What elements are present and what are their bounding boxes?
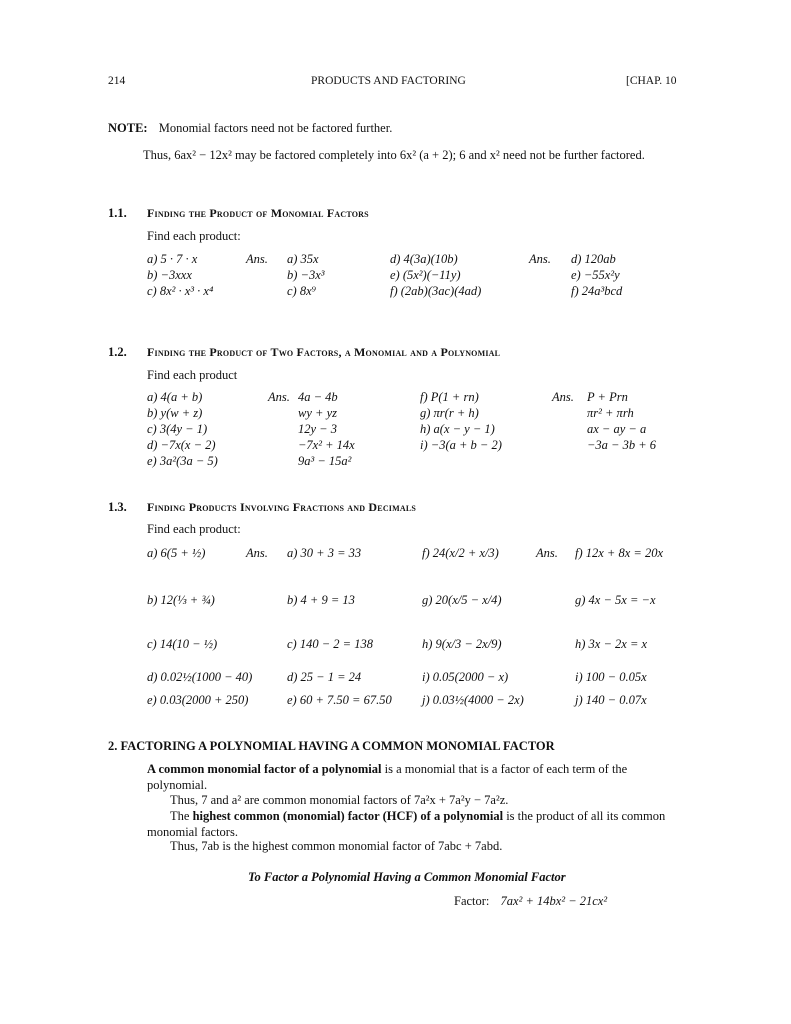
- answer: a) 35x: [287, 252, 319, 266]
- problem: c) 3(4y − 1): [147, 422, 208, 436]
- answer: h) 3x − 2x = x: [575, 637, 648, 651]
- definition-text: is a monomial that is a factor of each term of the polynomial.: [147, 762, 628, 792]
- chapter-label: [CHAP. 10: [626, 75, 677, 87]
- answer: b) −3x³: [287, 268, 325, 282]
- answer: e) −55x²y: [571, 268, 620, 282]
- problem: d) 0.02½(1000 − 40): [147, 670, 253, 684]
- problem: f) (2ab)(3ac)(4ad): [390, 284, 482, 298]
- factor-expression: 7ax² + 14bx² − 21cx²: [500, 894, 608, 908]
- answer: d) 120ab: [571, 252, 616, 266]
- problem: e) (5x²)(−11y): [390, 268, 461, 282]
- answer: j) 140 − 0.07x: [575, 693, 647, 707]
- answer: g) 4x − 5x = −x: [575, 593, 656, 607]
- section-heading: 2. FACTORING A POLYNOMIAL HAVING A COMMON MONOMIAL FACTOR: [108, 739, 555, 753]
- section-number: 1.1.: [108, 206, 127, 220]
- hcf-prefix: The: [170, 809, 190, 823]
- example-2: Thus, 7ab is the highest common monomial factor of 7abc + 7abd.: [170, 839, 503, 853]
- section-instruction: Find each product:: [147, 522, 241, 536]
- section-instruction: Find each product:: [147, 229, 241, 243]
- problem: b) −3xxx: [147, 268, 192, 282]
- procedure-title: To Factor a Polynomial Having a Common Monomial Factor: [248, 870, 566, 884]
- answer: c) 8x⁹: [287, 284, 316, 298]
- problem: f) P(1 + rn): [420, 390, 479, 404]
- definition-term: A common monomial factor of a polynomial: [147, 762, 382, 776]
- note: [108, 121, 392, 136]
- section-number: 1.2.: [108, 345, 127, 359]
- note-example: Thus, 6ax² − 12x² may be factored completely into 6x² (a + 2); 6 and x² need not be further factored.: [143, 148, 645, 162]
- hcf-term: highest common (monomial) factor (HCF) of a polynomial: [192, 809, 504, 823]
- ans-label: Ans.: [552, 390, 574, 404]
- ans-label: Ans.: [529, 252, 551, 266]
- problem: h) a(x − y − 1): [420, 422, 495, 436]
- answer: ax − ay − a: [587, 422, 647, 436]
- answer: πr² + πrh: [587, 406, 634, 420]
- ans-label: Ans.: [536, 546, 558, 560]
- problem: h) 9(x/3 − 2x/9): [422, 637, 502, 651]
- problem: g) 20(x/5 − x/4): [422, 593, 502, 607]
- answer: b) 4 + 9 = 13: [287, 593, 355, 607]
- note-label: NOTE:: [108, 121, 148, 135]
- answer: −3a − 3b + 6: [587, 438, 657, 452]
- answer: 4a − 4b: [298, 390, 338, 404]
- problem: c) 8x² · x³ · x⁴: [147, 284, 214, 298]
- example-1: Thus, 7 and a² are common monomial factors of 7a²x + 7a²y − 7a²z.: [170, 793, 509, 807]
- answer: −7x² + 14x: [298, 438, 355, 452]
- answer: f) 12x + 8x = 20x: [575, 546, 664, 560]
- problem: a) 5 · 7 · x: [147, 252, 198, 266]
- hcf-paragraph: [147, 808, 667, 840]
- problem: i) −3(a + b − 2): [420, 438, 502, 452]
- section-number: 1.3.: [108, 500, 127, 514]
- problem: f) 24(x/2 + x/3): [422, 546, 499, 560]
- definition-paragraph: [147, 761, 667, 793]
- answer: e) 60 + 7.50 = 67.50: [287, 693, 392, 707]
- running-title: PRODUCTS AND FACTORING: [311, 75, 466, 87]
- ans-label: Ans.: [246, 252, 268, 266]
- problem: i) 0.05(2000 − x): [422, 670, 509, 684]
- section-title: Finding the Product of Monomial Factors: [147, 206, 369, 220]
- problem: a) 4(a + b): [147, 390, 203, 404]
- answer: c) 140 − 2 = 138: [287, 637, 373, 651]
- problem: d) 4(3a)(10b): [390, 252, 458, 266]
- answer: 12y − 3: [298, 422, 337, 436]
- section-instruction: Find each product: [147, 368, 238, 382]
- problem: e) 3a²(3a − 5): [147, 454, 218, 468]
- page-number: 214: [108, 75, 126, 87]
- section-title: Finding the Product of Two Factors, a Monomial and a Polynomial: [147, 345, 501, 359]
- answer: a) 30 + 3 = 33: [287, 546, 362, 560]
- section-title: Finding Products Involving Fractions and Decimals: [147, 500, 417, 514]
- problem: a) 6(5 + ½): [147, 546, 206, 560]
- problem: g) πr(r + h): [420, 406, 479, 420]
- ans-label: Ans.: [268, 390, 290, 404]
- problem: j) 0.03½(4000 − 2x): [422, 693, 524, 707]
- answer: i) 100 − 0.05x: [575, 670, 647, 684]
- answer: 9a³ − 15a²: [298, 454, 352, 468]
- answer: P + Prn: [587, 390, 628, 404]
- note-text: Monomial factors need not be factored further.: [158, 121, 393, 135]
- answer: f) 24a³bcd: [571, 284, 623, 298]
- answer: wy + yz: [298, 406, 337, 420]
- answer: d) 25 − 1 = 24: [287, 670, 362, 684]
- problem: b) 12(⅓ + ¾): [147, 593, 215, 607]
- problem: b) y(w + z): [147, 406, 203, 420]
- problem: e) 0.03(2000 + 250): [147, 693, 249, 707]
- ans-label: Ans.: [246, 546, 268, 560]
- problem: d) −7x(x − 2): [147, 438, 216, 452]
- problem: c) 14(10 − ½): [147, 637, 218, 651]
- factor-line: [454, 894, 607, 909]
- hcf-text: is the product of all its common monomial factors.: [147, 809, 666, 839]
- factor-label: Factor:: [454, 894, 490, 908]
